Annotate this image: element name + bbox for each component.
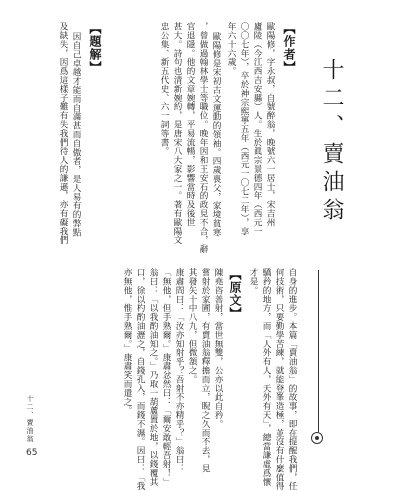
intro-col-2: 何技術，只要勤學苦練，就能登峯造極，並沒有什麼值得 [274,268,284,491]
bracket-close-icon: 】 [228,307,242,320]
original-col-5: 「無他，但手熟爾。」康肅忿然曰：「爾安敢輕吾射！」 [161,268,171,487]
theme-col-1: 因自己卓越才能而自滿甚而自傲者，是人易有的弊點 [71,32,81,237]
running-title: 十二、賣油翁 [26,395,34,443]
author-col-6: ，曾做過翰林學士等職位。晚年因和王安石的政見不合，辭 [198,22,208,254]
bracket-open-icon: 【 [228,268,242,281]
original-heading [228,268,242,320]
original-heading-label: 原文 [228,281,242,307]
author-col-1: 歐陽修，字永叔，自號醉翁，晚號六一居士，宋吉州 [265,22,275,227]
author-heading [282,22,296,74]
author-col-8: 甚大。詩句也清新婉約，是唐宋八大家之一。著有歐陽文 [172,22,182,245]
original-col-7: 口，徐以杓酌油瀝之，自錢孔入，而錢不濕。因曰：「我 [135,268,145,491]
theme-heading [88,22,102,74]
author-col-7: 官退隱。他的文章婉轉，平易流暢，影響當時及後世 [185,22,195,227]
author-heading-label: 作者 [282,35,296,61]
bracket-close-icon: 】 [88,61,102,74]
author-col-4: 年六十六歲。 [226,22,236,76]
author-col-9: 忠公集、新五代史、六一詞等書。 [159,22,169,156]
title-rule [318,270,319,432]
theme-heading-label: 題解 [88,35,102,61]
original-col-2: 嘗射於家圃，有賣油翁釋擔而立，睨之久而不去，見 [200,268,210,473]
original-col-8: 亦無他，惟手熟爾。」康肅笑而遣之。 [122,268,132,415]
intro-col-3: 驕矜的地方，而「人外有人，天外有天」，總當謙虛爲懷 [261,268,271,487]
intro-col-4: 才是。 [248,268,258,295]
page-number: 65 [26,448,38,458]
original-col-4: 康肅問曰：「汝亦知射乎？吾射不亦精乎？」翁曰： [174,268,184,473]
author-col-2: 廬陵（今江西吉安縣）人。生於眞宗景德四年（西元一 [252,22,262,236]
bracket-close-icon: 】 [282,61,296,74]
lesson-title: 十二、賣油翁 [319,58,344,226]
theme-col-2: 及缺失，因爲這樣子難有失我們待人的謙遜，亦有礙我們 [58,22,68,245]
circle-bullet-icon [311,432,323,444]
author-col-3: 〇〇七年），卒於神宗熙寧五年（西元一〇七二年），享 [239,22,249,236]
author-col-5: 歐陽修是宋初古文運動的領袖。四歲喪父，家境貧寒 [211,32,221,237]
original-col-1: 陳堯咨善射，當世無雙，公亦以此自矜。 [213,268,223,429]
bracket-open-icon: 【 [88,22,102,35]
intro-col-1: 自身的進步。本篇「賣油翁」的故事，即在提醒我們，任 [287,268,297,491]
original-col-3: 其發矢十中八九，但微頷之。 [187,268,197,384]
original-col-6: 翁曰：「以我酌油知之。」乃取一葫蘆置於地，以錢覆其 [148,268,158,487]
bracket-open-icon: 【 [282,22,296,35]
